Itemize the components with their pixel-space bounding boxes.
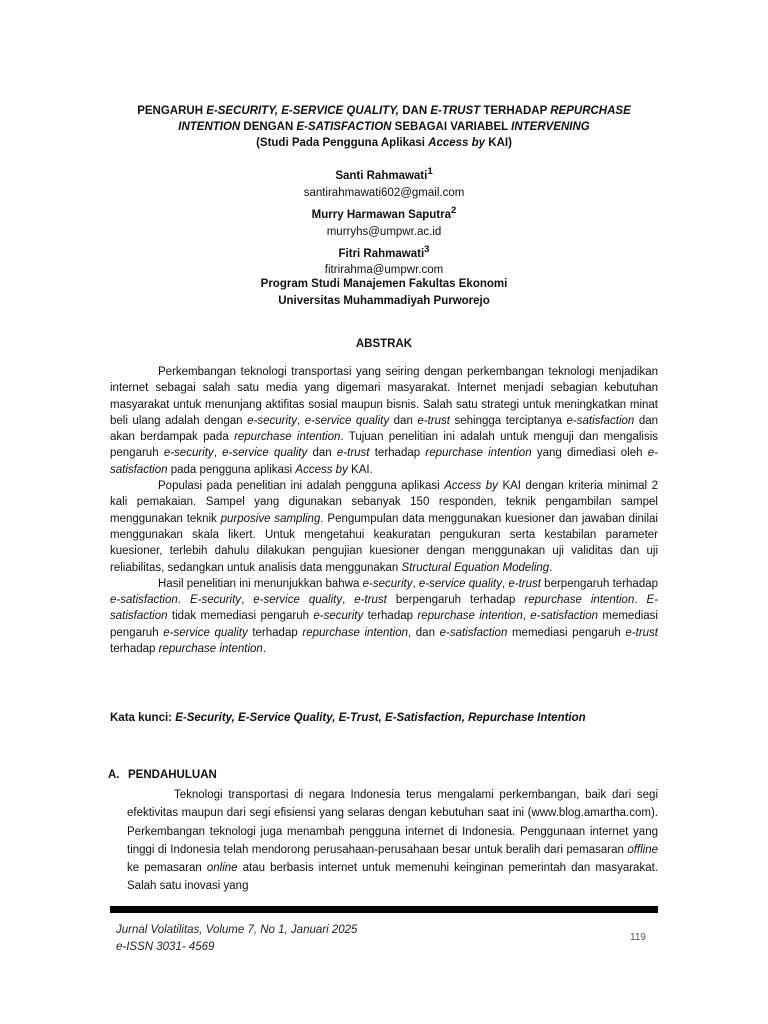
text-run: berpengaruh terhadap — [540, 577, 659, 590]
title-text: E-TRUST — [430, 105, 481, 117]
author-name — [100, 241, 668, 263]
italic-term: repurchase intention — [158, 643, 263, 656]
author-name — [100, 202, 668, 224]
journal-footer — [116, 922, 357, 956]
keywords-value: E-Security, E-Service Quality, E-Trust, E-Satisfaction, Repurchase Intention — [175, 712, 586, 724]
italic-term: purposive sampling — [220, 512, 321, 525]
author-superscript: 1 — [427, 166, 433, 177]
introduction-paragraph — [127, 786, 658, 896]
italic-term: e-service quality — [163, 626, 248, 639]
text-run: , dan — [407, 626, 440, 639]
text-run: Hasil penelitian ini menunjukkan bahwa — [158, 577, 363, 590]
author-email[interactable]: fitrirahma@umpwr.com — [324, 264, 444, 277]
text-run: . Pengumpulan data menggunakan kuesioner dan jawaban dinilai menggunakan skala likert. Untuk mengetahui keakuratan pengukuran serta kestabilan parameter kuesioner, terlebih dahulu dilakukan pengujian kuesioner dengan menggunakan uji validitas dan uji reliabilitas, sedangkan untuk analisis data menggunakan — [110, 512, 658, 574]
section-number: A. — [108, 769, 120, 781]
italic-term: repurchase intention — [524, 594, 635, 607]
italic-term: e-satisfaction — [566, 414, 635, 427]
title-line-3 — [100, 135, 668, 151]
italic-term: e-service quality — [253, 594, 343, 607]
text-run: terhadap — [363, 610, 418, 623]
keywords — [110, 712, 658, 724]
title-line-2 — [100, 119, 668, 135]
journal-citation: Jurnal Volatilitas, Volume 7, No 1, Januari 2025 — [116, 924, 358, 936]
text-run: , — [342, 594, 355, 607]
italic-term: E-security — [189, 594, 242, 607]
title-text: REPURCHASE — [550, 105, 631, 117]
italic-term: offline — [627, 843, 658, 856]
section-title: PENDAHULUAN — [128, 769, 217, 781]
text-run: , — [213, 447, 223, 460]
text-run: KAI dengan kriteria minimal 2 kali pemakaian. Sampel yang digunakan sebanyak 150 responden, teknik pengambilan sampel menggunakan teknik — [110, 480, 658, 525]
affiliation-line: Universitas Muhammadiyah Purworejo — [278, 294, 490, 307]
title-text: DENGAN — [240, 121, 297, 133]
paper-title — [100, 103, 668, 151]
author-email[interactable]: santirahmawati602@gmail.com — [303, 186, 465, 199]
italic-term: Structural Equation Modeling — [401, 561, 550, 574]
text-run: Populasi pada penelitian ini adalah pengguna aplikasi — [158, 480, 445, 493]
text-run: pada pengguna aplikasi — [167, 463, 296, 476]
author-superscript: 3 — [424, 243, 430, 255]
abstract-body — [110, 364, 658, 657]
abstract-heading: ABSTRAK — [355, 338, 413, 350]
italic-term: e-security — [163, 447, 214, 460]
text-run: . — [262, 643, 267, 656]
text-run: . — [634, 594, 647, 607]
section-heading — [108, 769, 217, 781]
page-number: 119 — [630, 932, 646, 943]
title-text: PENGARUH — [137, 105, 207, 117]
title-text: DAN — [399, 105, 431, 117]
author-email[interactable]: murryhs@umpwr.ac.id — [326, 225, 442, 238]
italic-term: e-service quality — [418, 577, 502, 590]
text-run: terhadap — [247, 626, 303, 639]
italic-term: e-service quality — [222, 447, 308, 460]
author-superscript: 2 — [451, 204, 457, 216]
title-text: E-SECURITY, E-SERVICE QUALITY, — [206, 105, 400, 117]
affiliation — [100, 276, 668, 309]
text-run: . — [177, 594, 190, 607]
author-name-text: Murry Harmawan Saputra — [311, 208, 451, 221]
text-run: , — [522, 610, 531, 623]
italic-term: e-satisfaction — [530, 610, 599, 623]
italic-term: e-security — [362, 577, 413, 590]
title-text: KAI) — [485, 137, 512, 149]
text-run: , — [501, 577, 509, 590]
text-run: . — [549, 561, 553, 574]
text-run: dan — [389, 414, 418, 427]
text-run: , — [296, 414, 305, 427]
italic-term: repurchase intention — [425, 447, 532, 460]
italic-term: e-satisfaction — [439, 626, 508, 639]
author-name — [100, 163, 668, 185]
text-run: , — [241, 594, 254, 607]
footer-rule — [110, 906, 658, 913]
italic-term: e-security — [247, 414, 297, 427]
italic-term: e-trust — [508, 577, 541, 590]
title-text: TERHADAP — [480, 105, 551, 117]
italic-term: Access by — [295, 463, 348, 476]
author-name-text: Fitri Rahmawati — [338, 247, 425, 260]
text-run: sehingga terciptanya — [449, 414, 567, 427]
title-text: INTERVENING — [511, 121, 590, 133]
italic-term: e-trust — [417, 414, 450, 427]
text-run: tidak memediasi pengaruh — [167, 610, 314, 623]
italic-term: e-trust — [354, 594, 387, 607]
title-line-1 — [100, 103, 668, 119]
italic-term: e-service quality — [304, 414, 390, 427]
italic-term: e-security — [313, 610, 364, 623]
text-run: . Tujuan penelitian ini adalah untuk menguji dan mengalisis pengaruh — [110, 431, 659, 460]
text-run: KAI. — [347, 463, 373, 476]
journal-issn: e-ISSN 3031- 4569 — [116, 941, 215, 953]
italic-term: e-satisfaction — [110, 594, 178, 607]
text-run: memediasi pengaruh — [110, 610, 658, 639]
italic-term: repurchase intention — [234, 431, 341, 444]
text-run: dan — [307, 447, 337, 460]
abstract-paragraph-3 — [110, 576, 658, 657]
italic-term: repurchase intention — [302, 626, 408, 639]
text-run: terhadap — [110, 643, 159, 656]
title-text: (Studi Pada Pengguna Aplikasi — [256, 137, 429, 149]
abstract-paragraph-1 — [110, 364, 658, 478]
author-list — [100, 163, 668, 279]
italic-term: Access by — [444, 480, 498, 493]
author-name-text: Santi Rahmawati — [335, 169, 428, 182]
italic-term: E-satisfaction — [110, 594, 659, 623]
title-text: SEBAGAI VARIABEL — [391, 121, 512, 133]
text-run: memediasi pengaruh — [507, 626, 626, 639]
text-run: yang dimediasi oleh — [531, 447, 648, 460]
text-run: terhadap — [369, 447, 426, 460]
title-text: INTENTION — [178, 121, 241, 133]
keywords-label: Kata kunci: — [110, 712, 176, 724]
text-run: Teknologi transportasi di negara Indonesia terus mengalami perkembangan, baik dari segi efektivitas maupun dari segi efisiensi yang selaras dengan kebutuhan saat ini (www.blog.amartha.com). Perkembangan teknologi juga menambah pengguna internet di Indonesia. Penggunaan internet yang tinggi di Indonesia telah mendorong perusahaan-perusahaan besar untuk beralih dari pemasaran — [127, 789, 658, 856]
text-run: berpengaruh terhadap — [386, 594, 525, 607]
introduction-body — [127, 786, 658, 896]
title-text: E-SATISFACTION — [296, 121, 392, 133]
text-run: , — [412, 577, 419, 590]
italic-term: repurchase intention — [417, 610, 523, 623]
title-text: Access by — [428, 137, 486, 149]
italic-term: e-satisfaction — [110, 447, 659, 476]
text-run: dan akan berdampak pada — [110, 414, 659, 444]
italic-term: e-trust — [336, 447, 370, 460]
italic-term: e-trust — [625, 626, 658, 639]
affiliation-line: Program Studi Manajemen Fakultas Ekonomi — [260, 278, 508, 290]
abstract-paragraph-2 — [110, 478, 658, 576]
italic-term: online — [206, 862, 238, 875]
text-run: Perkembangan teknologi transportasi yang seiring dengan perkembangan teknologi menjadikan internet sebagai salah satu media yang digemari masyarakat. Internet menjadi sebagian kebutuhan masyarakat untuk menunjang aktifitas sosial maupun bisnis. Salah satu strategi untuk meningkatkan minat beli ulang adalah dengan — [110, 366, 658, 427]
text-run: atau berbasis internet untuk memenuhi keinginan pemerintah dan masyarakat. Salah satu inovasi yang — [127, 862, 658, 893]
text-run: ke pemasaran — [127, 862, 207, 875]
